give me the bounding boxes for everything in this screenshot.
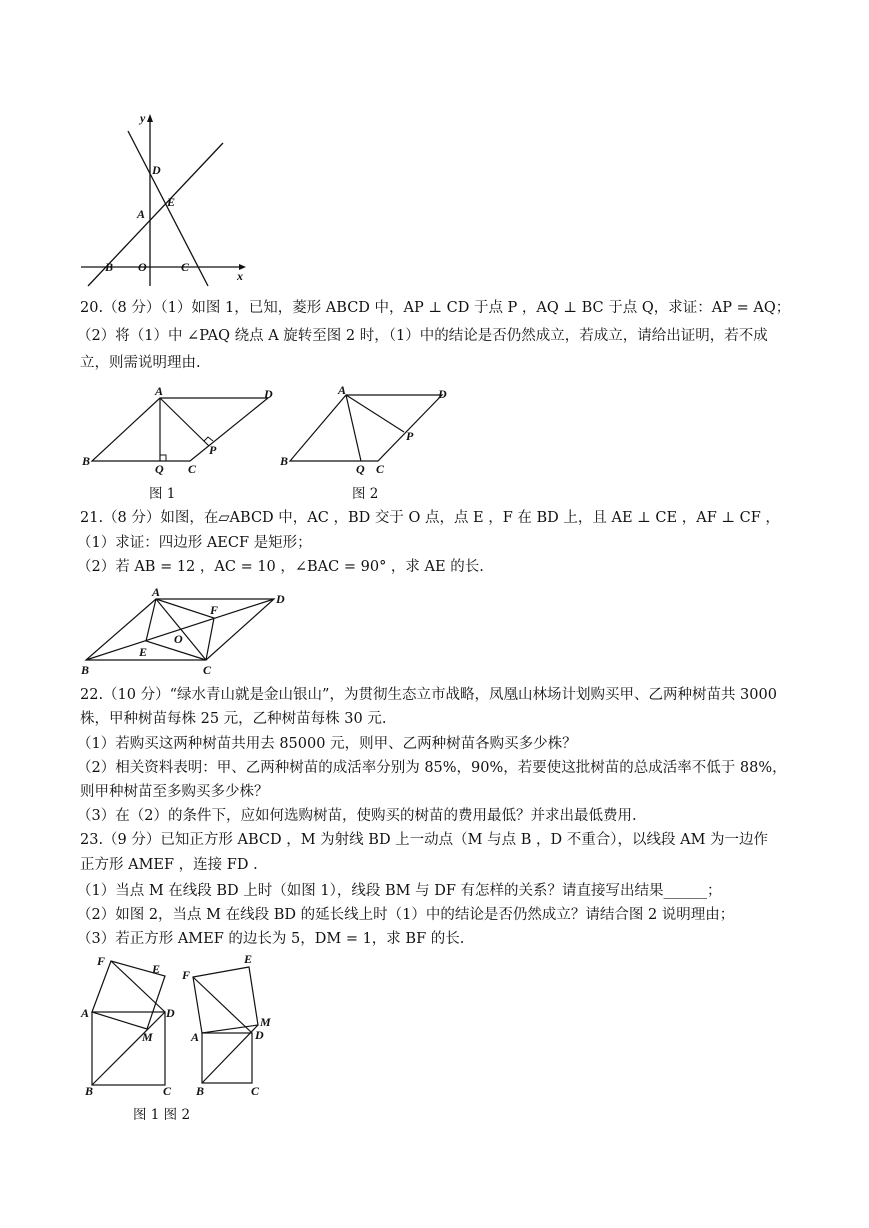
label-M: M <box>142 1030 153 1044</box>
q22-line-4: （2）相关资料表明：甲、乙两种树苗的成活率分别为 85%，90%，若要使这批树苗的总成活率不低于 88%， <box>77 760 787 776</box>
label-A: A <box>338 383 347 397</box>
label-P: P <box>209 443 217 457</box>
label-C: C <box>203 663 212 677</box>
q21-line-1: 21.（8 分）如图，在▱ABCD 中，AC ，BD 交于 O 点，点 E ，F 在 BD 上，且 AE ⊥ CE ，AF ⊥ CF ， <box>80 510 780 526</box>
q20-line-1: 20.（8 分）（1）如图 1，已知，菱形 ABCD 中，AP ⊥ CD 于点 P ，AQ ⊥ BC 于点 Q，求证：AP = AQ； <box>80 300 791 316</box>
rhombus-figure-2 <box>278 383 450 475</box>
rhombus-figure-1 <box>80 383 280 475</box>
label-Q: Q <box>155 462 164 475</box>
label-B: B <box>82 454 91 468</box>
label-x: x <box>237 269 243 283</box>
q20-fig1-caption: 图 1 <box>149 486 176 502</box>
label-Q: Q <box>356 462 365 475</box>
q23-line-1: 23.（9 分）已知正方形 ABCD ，M 为射线 BD 上一动点（M 与点 B ，D 不重合），以线段 AM 为一边作 <box>80 832 769 848</box>
label-M: M <box>260 1015 271 1029</box>
q20-line-2: （2）将（1）中 ∠PAQ 绕点 A 旋转至图 2 时，（1）中的结论是否仍然成立，若成立，请给出证明，若不成 <box>77 328 768 344</box>
label-y: y <box>140 111 146 125</box>
label-E: E <box>244 953 253 966</box>
label-A: A <box>137 207 146 221</box>
q21-line-3: （2）若 AB = 12 ，AC = 10 ，∠BAC = 90° ，求 AE 的长. <box>77 559 484 575</box>
parallelogram-figure <box>78 584 296 678</box>
square-figure-2 <box>178 953 278 1099</box>
label-D: D <box>152 163 161 177</box>
label-D: D <box>166 1006 175 1020</box>
label-F: F <box>210 603 219 617</box>
label-D: D <box>438 387 447 401</box>
q22-line-3: （1）若购买这两种树苗共用去 85000 元，则甲、乙两种树苗各购买多少株？ <box>77 736 577 752</box>
q23-fig-caption: 图 1 图 2 <box>133 1107 191 1123</box>
q23-line-3: （1）当点 M 在线段 BD 上时（如图 1），线段 BM 与 DF 有怎样的关系？请直接写出结果______； <box>77 883 722 899</box>
q21-line-2: （1）求证：四边形 AECF 是矩形； <box>77 535 312 551</box>
label-C: C <box>181 260 190 274</box>
label-F: F <box>182 968 191 982</box>
label-B: B <box>280 454 289 468</box>
label-E: E <box>139 645 148 659</box>
square-figure-1 <box>78 953 184 1099</box>
label-A: A <box>155 384 164 398</box>
label-B: B <box>85 1084 94 1098</box>
label-C: C <box>376 462 385 475</box>
q22-line-6: （3）在（2）的条件下，应如何选购树苗，使购买的树苗的费用最低？并求出最低费用. <box>77 808 637 824</box>
label-B: B <box>105 260 114 274</box>
q20-line-3: 立，则需说明理由. <box>80 355 201 371</box>
q23-line-4: （2）如图 2，当点 M 在线段 BD 的延长线上时（1）中的结论是否仍然成立？请结合图 2 说明理由； <box>77 907 735 923</box>
q23-line-2: 正方形 AMEF ，连接 FD . <box>80 857 258 873</box>
label-B: B <box>196 1084 205 1098</box>
label-C: C <box>163 1084 172 1098</box>
q20-fig2-caption: 图 2 <box>352 486 379 502</box>
q22-line-5: 则甲种树苗至多购买多少株？ <box>80 784 269 800</box>
q22-line-1: 22.（10 分）“绿水青山就是金山银山”，为贯彻生态立市战略，凤凰山林场计划购买甲、乙两种树苗共 3000 <box>80 687 777 703</box>
label-O: O <box>174 632 183 646</box>
label-C: C <box>188 462 197 475</box>
label-A: A <box>81 1006 90 1020</box>
label-D: D <box>276 592 285 606</box>
label-B: B <box>81 663 90 677</box>
label-F: F <box>97 954 106 968</box>
label-D: D <box>255 1028 264 1042</box>
label-C: C <box>251 1084 260 1098</box>
label-D: D <box>264 387 273 401</box>
label-A: A <box>152 585 161 599</box>
label-A: A <box>191 1030 200 1044</box>
q22-line-2: 株，甲种树苗每株 25 元，乙种树苗每株 30 元. <box>80 711 387 727</box>
label-E: E <box>152 962 161 976</box>
coordinate-figure <box>78 108 250 288</box>
label-P: P <box>406 429 414 443</box>
label-E: E <box>167 195 176 209</box>
label-O: O <box>138 260 147 274</box>
q23-line-5: （3）若正方形 AMEF 的边长为 5，DM = 1，求 BF 的长. <box>77 931 465 947</box>
